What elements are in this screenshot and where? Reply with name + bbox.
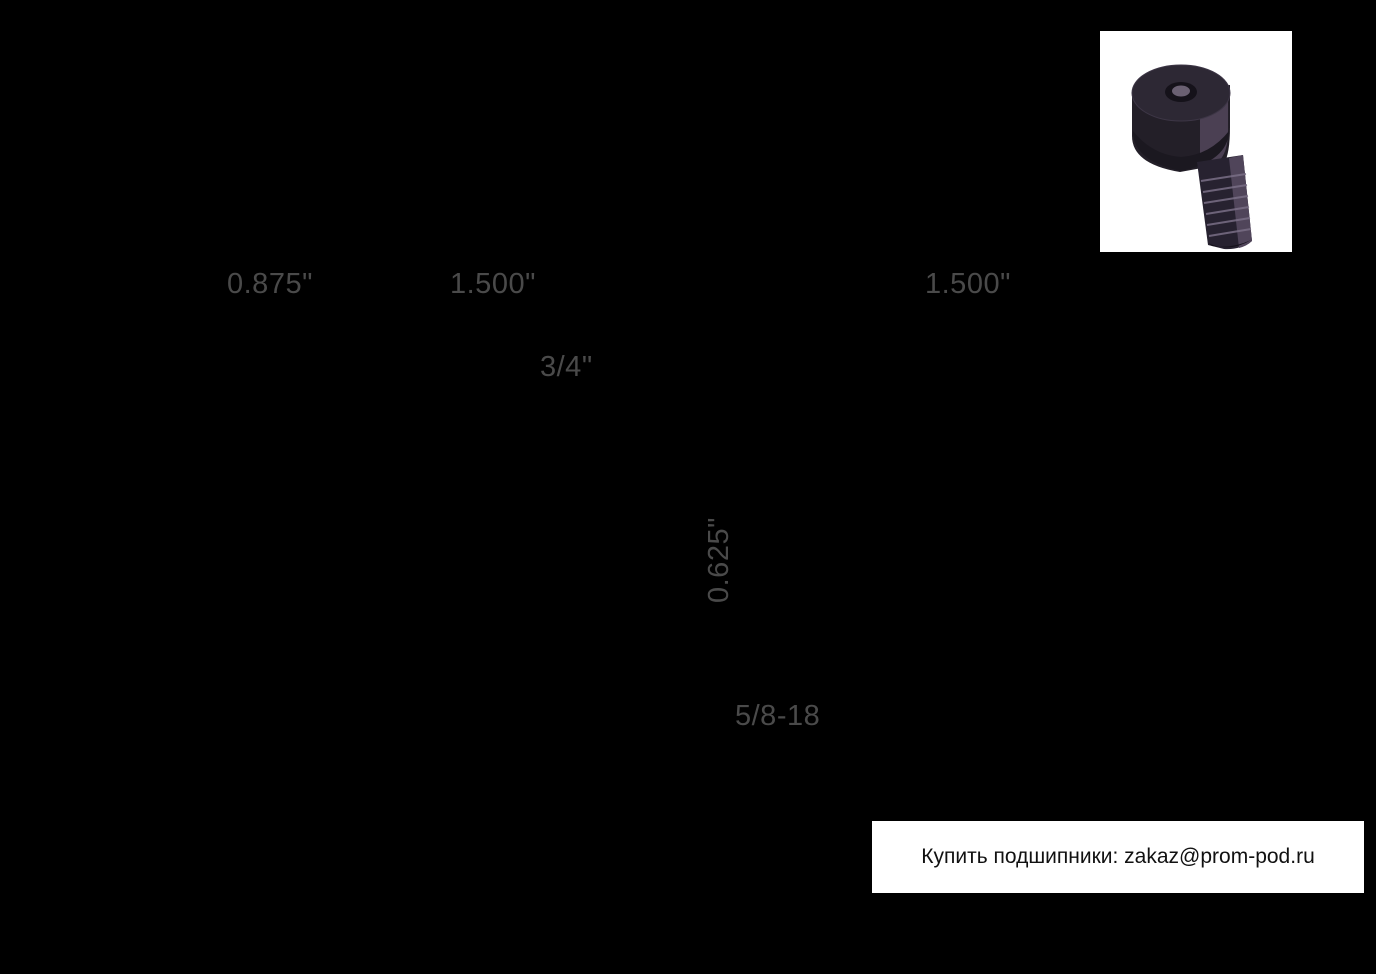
- dimension-label-roller-diameter: 1.500": [450, 268, 536, 300]
- contact-banner: [872, 821, 1364, 893]
- dimension-label-roller-width: 0.875": [227, 268, 313, 300]
- dimension-label-stud-length: 0.625": [703, 517, 735, 603]
- dimension-label-overall-height: 1.500": [925, 268, 1011, 300]
- dimension-label-hex-socket: 3/4": [540, 351, 593, 383]
- product-photo: [1100, 31, 1292, 252]
- contact-text: Купить подшипники: zakaz@prom-pod.ru: [921, 845, 1315, 868]
- dimension-label-thread-spec: 5/8-18: [735, 700, 821, 732]
- product-photo-image: [1100, 31, 1292, 252]
